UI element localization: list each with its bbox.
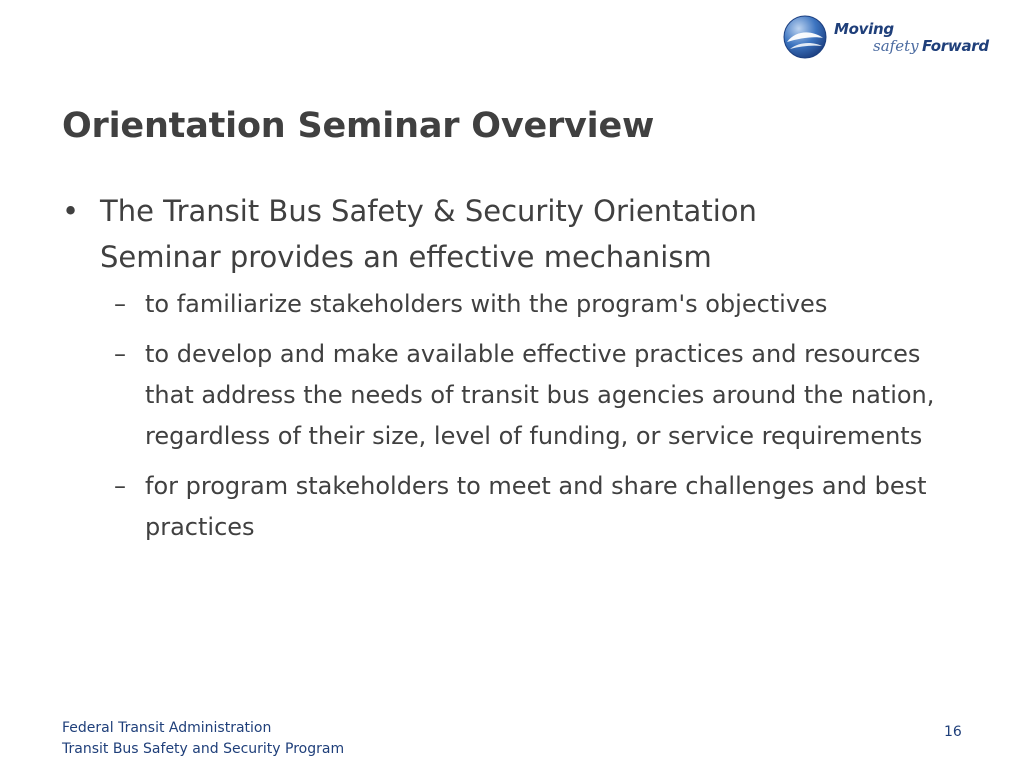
main-bullet: [62, 188, 860, 280]
footer-agency: Federal Transit Administration: [62, 720, 272, 736]
sub-bullet-list: [114, 284, 982, 548]
sub-bullet-marker: –: [114, 290, 126, 318]
slide-title: Orientation Seminar Overview: [62, 106, 655, 146]
sub-bullet-text: for program stakeholders to meet and share challenges and best practices: [145, 472, 927, 541]
slide-footer: [62, 718, 344, 760]
sub-bullet-item: [114, 466, 965, 548]
logo-word-forward: Forward: [922, 37, 989, 55]
logo-word-moving: Moving: [834, 20, 894, 38]
sub-bullet-marker: –: [114, 340, 126, 368]
sub-bullet-text: to familiarize stakeholders with the program's objectives: [145, 290, 828, 318]
slide-content: [62, 188, 982, 557]
main-bullet-text: The Transit Bus Safety & Security Orientation Seminar provides an effective mechanism: [100, 194, 757, 274]
logo-wordmark: [834, 20, 1002, 60]
page-number: 16: [944, 724, 962, 740]
dot-globe-icon: [782, 14, 828, 60]
sub-bullet-marker: –: [114, 472, 126, 500]
logo-word-safety: safety: [873, 37, 919, 55]
sub-bullet-text: to develop and make available effective practices and resources that address the needs of transit bus agencies around the nation, regardless of their size, level of funding, or service requirements: [145, 340, 935, 450]
sub-bullet-item: [114, 284, 965, 325]
moving-safety-forward-logo: [782, 14, 1002, 64]
footer-program: Transit Bus Safety and Security Program: [62, 741, 345, 757]
bullet-marker: •: [62, 194, 80, 228]
sub-bullet-item: [114, 334, 965, 457]
